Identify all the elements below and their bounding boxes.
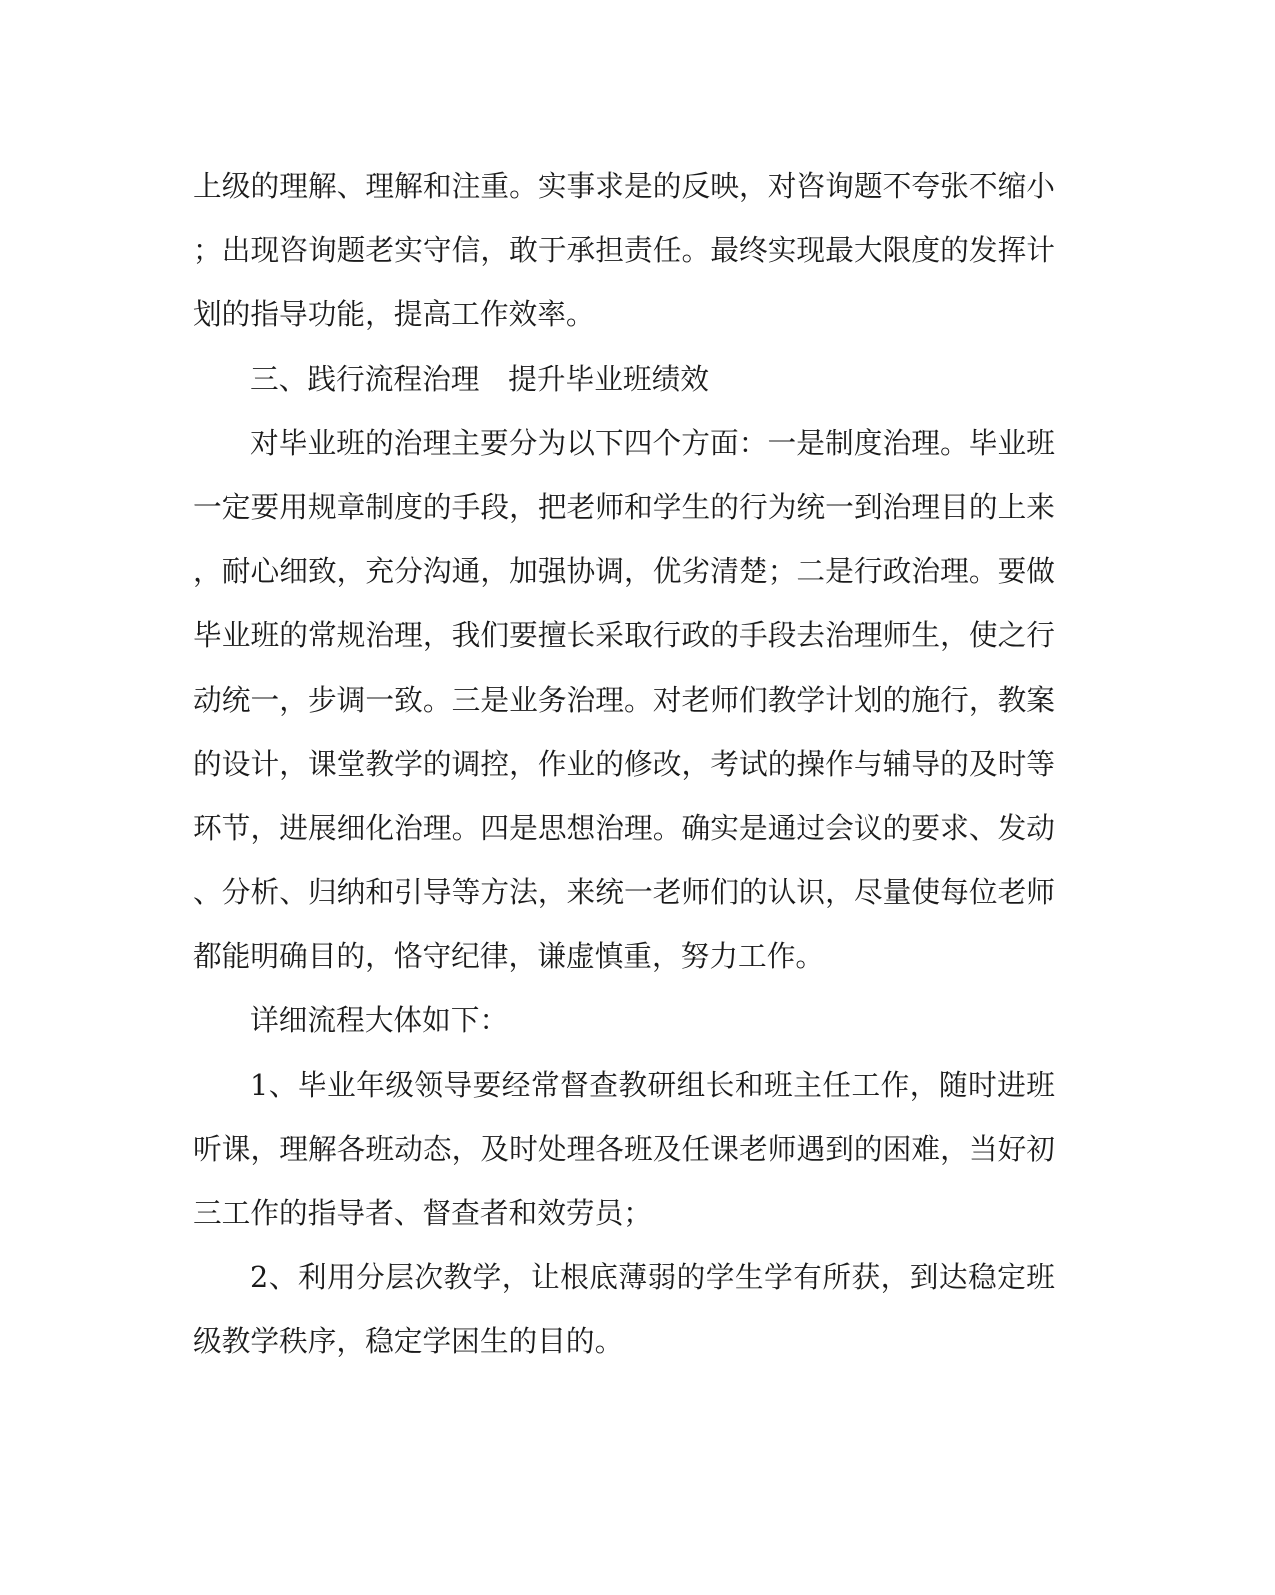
text-line: 三工作的指导者、督查者和效劳员； [193, 1196, 652, 1230]
text-line: 毕业班的常规治理，我们要擅长采取行政的手段去治理师生，使之行 [193, 618, 1055, 653]
text-line: ；出现咨询题老实守信，敢于承担责任。最终实现最大限度的发挥计 [193, 233, 1055, 268]
text-line: 都能明确目的，恪守纪律，谦虚慎重，努力工作。 [193, 939, 825, 974]
text-line: 级教学秩序，稳定学困生的目的。 [193, 1324, 624, 1359]
text-line: 动统一，步调一致。三是业务治理。对老师们教学计划的施行，教案 [193, 682, 1055, 717]
text-line: 、分析、归纳和引导等方法，来统一老师们的认识，尽量使每位老师 [193, 875, 1055, 910]
section-heading: 三、践行流程治理 提升毕业班绩效 [250, 361, 709, 396]
text-line: 听课，理解各班动态，及时处理各班及任课老师遇到的困难，当好初 [193, 1131, 1055, 1166]
list-item-1: 1、毕业年级领导要经常督查教研组长和班主任工作，随时进班 [250, 1067, 1055, 1102]
text-line: 划的指导功能，提高工作效率。 [193, 297, 595, 332]
text-line: 环节，进展细化治理。四是思想治理。确实是通过会议的要求、发动 [193, 810, 1055, 845]
text-line: 上级的理解、理解和注重。实事求是的反映，对咨询题不夸张不缩小 [193, 169, 1055, 203]
document-body [193, 154, 1055, 1374]
text-line: 对毕业班的治理主要分为以下四个方面：一是制度治理。毕业班 [250, 425, 1055, 460]
text-line: 详细流程大体如下： [250, 1003, 509, 1038]
text-line: ，耐心细致，充分沟通，加强协调，优劣清楚；二是行政治理。要做 [193, 554, 1055, 589]
text-line: 一定要用规章制度的手段，把老师和学生的行为统一到治理目的上来 [193, 489, 1055, 524]
list-item-2: 2、利用分层次教学，让根底薄弱的学生学有所获，到达稳定班 [250, 1260, 1055, 1295]
text-line: 的设计，课堂教学的调控，作业的修改，考试的操作与辅导的及时等 [193, 746, 1055, 781]
